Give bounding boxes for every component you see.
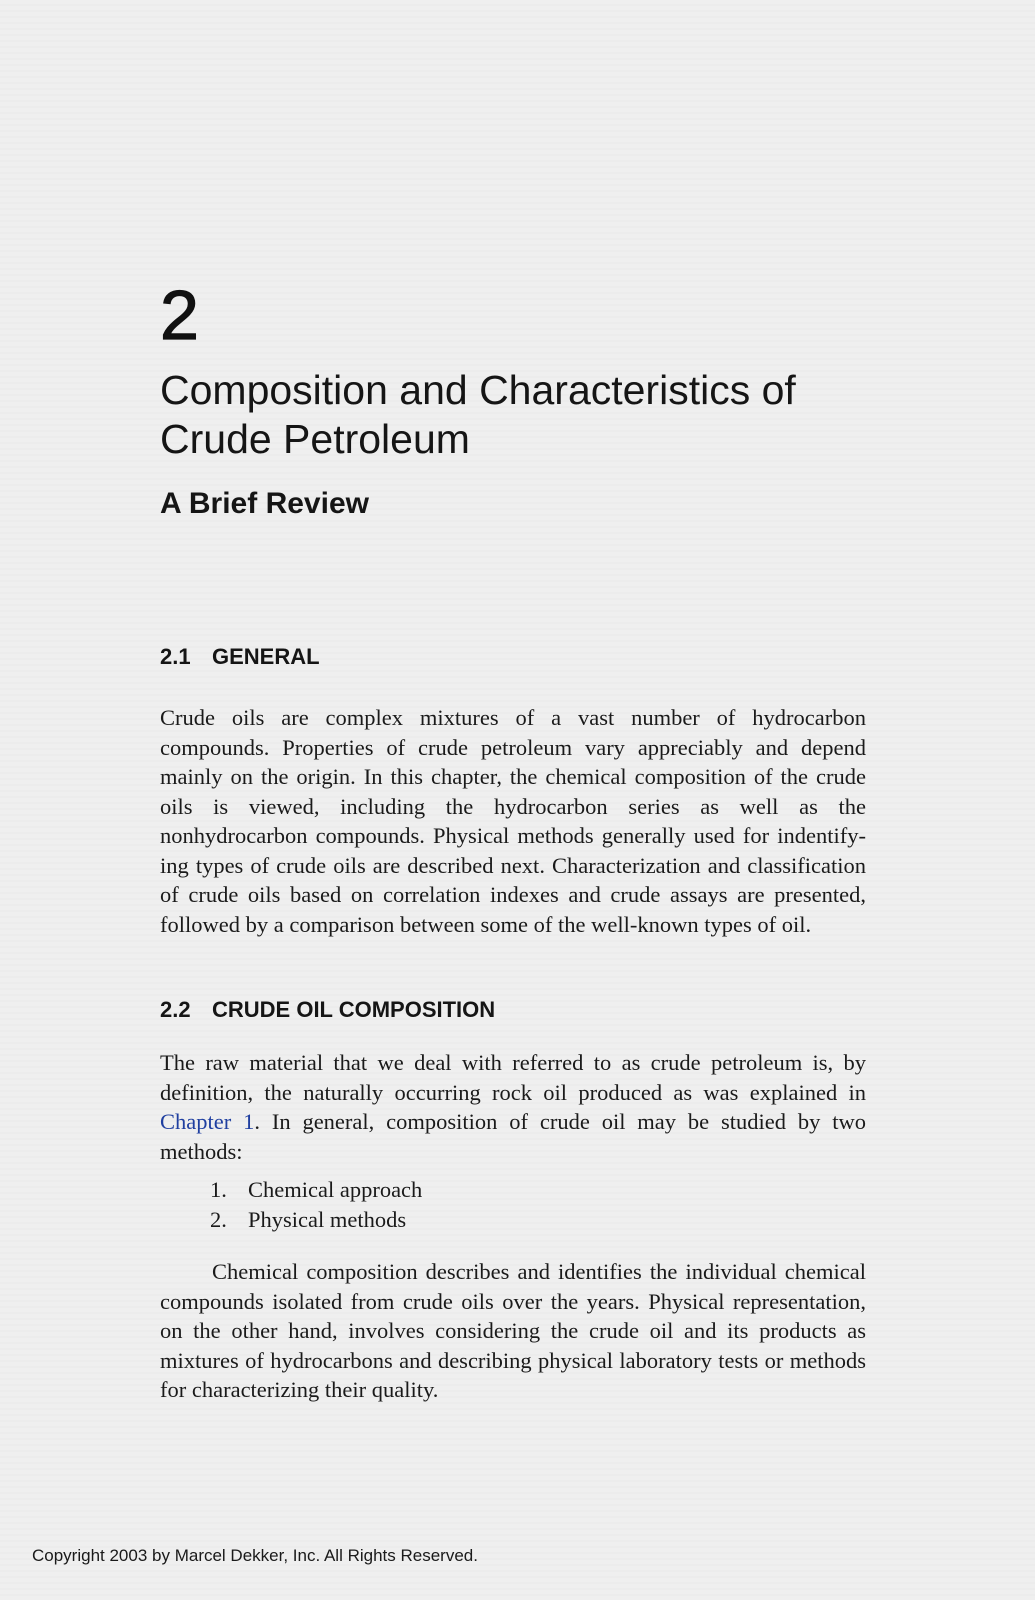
list-item xyxy=(210,1205,422,1235)
section-number: 2.1 xyxy=(160,644,191,669)
composition-intro-paragraph xyxy=(160,1048,866,1166)
chapter-number: 2 xyxy=(160,276,199,354)
copyright-notice: Copyright 2003 by Marcel Dekker, Inc. All Rights Reserved. xyxy=(32,1546,478,1565)
section-title: GENERAL xyxy=(212,644,320,669)
list-item-number: 2. xyxy=(210,1207,227,1232)
list-item-text: Physical methods xyxy=(248,1207,407,1232)
chapter-title: Composition and Characteristics of Crude Petroleum xyxy=(160,367,796,462)
list-item xyxy=(210,1175,422,1205)
section-heading-general xyxy=(160,644,320,670)
list-item-text: Chemical approach xyxy=(248,1177,423,1202)
section-heading-crude-oil-composition xyxy=(160,997,495,1023)
general-paragraph: Crude oils are complex mixtures of a vast number of hydrocarbon compounds. Properties of crude petroleum vary appreciably and depend mainly on the origin. In this chapter, the chemical composition of the crude oils is viewed, including the hydrocarbon series as well as the nonhydrocarbon compounds. Physical methods generally used for indentifying types of crude oils are described next. Characterization and classification of crude oils based on correlation indexes and crude assays are presented, followed by a comparison between some of the well-known types of oil. xyxy=(160,705,866,937)
paragraph-text: The raw material that we deal with referred to as crude petroleum is, by definition, the naturally occurring rock oil produced as was explained in xyxy=(160,1050,866,1105)
methods-list xyxy=(210,1175,422,1235)
chemical-composition-paragraph: Chemical composition describes and identifies the individual chemical compounds isolated from crude oils over the years. Physical representation, on the other hand, involves considering the crude oil and its products as mixtures of hydrocarbons and describing physical laboratory tests or methods for characterizing their quality. xyxy=(160,1259,866,1402)
chapter-1-link[interactable]: Chapter 1 xyxy=(160,1109,255,1134)
section-number: 2.2 xyxy=(160,997,191,1022)
chapter-subtitle: A Brief Review xyxy=(160,487,369,520)
section-title: CRUDE OIL COMPOSITION xyxy=(212,997,496,1022)
paragraph-text: . In general, composition of crude oil may be studied by two methods: xyxy=(160,1109,866,1164)
list-item-number: 1. xyxy=(210,1177,227,1202)
